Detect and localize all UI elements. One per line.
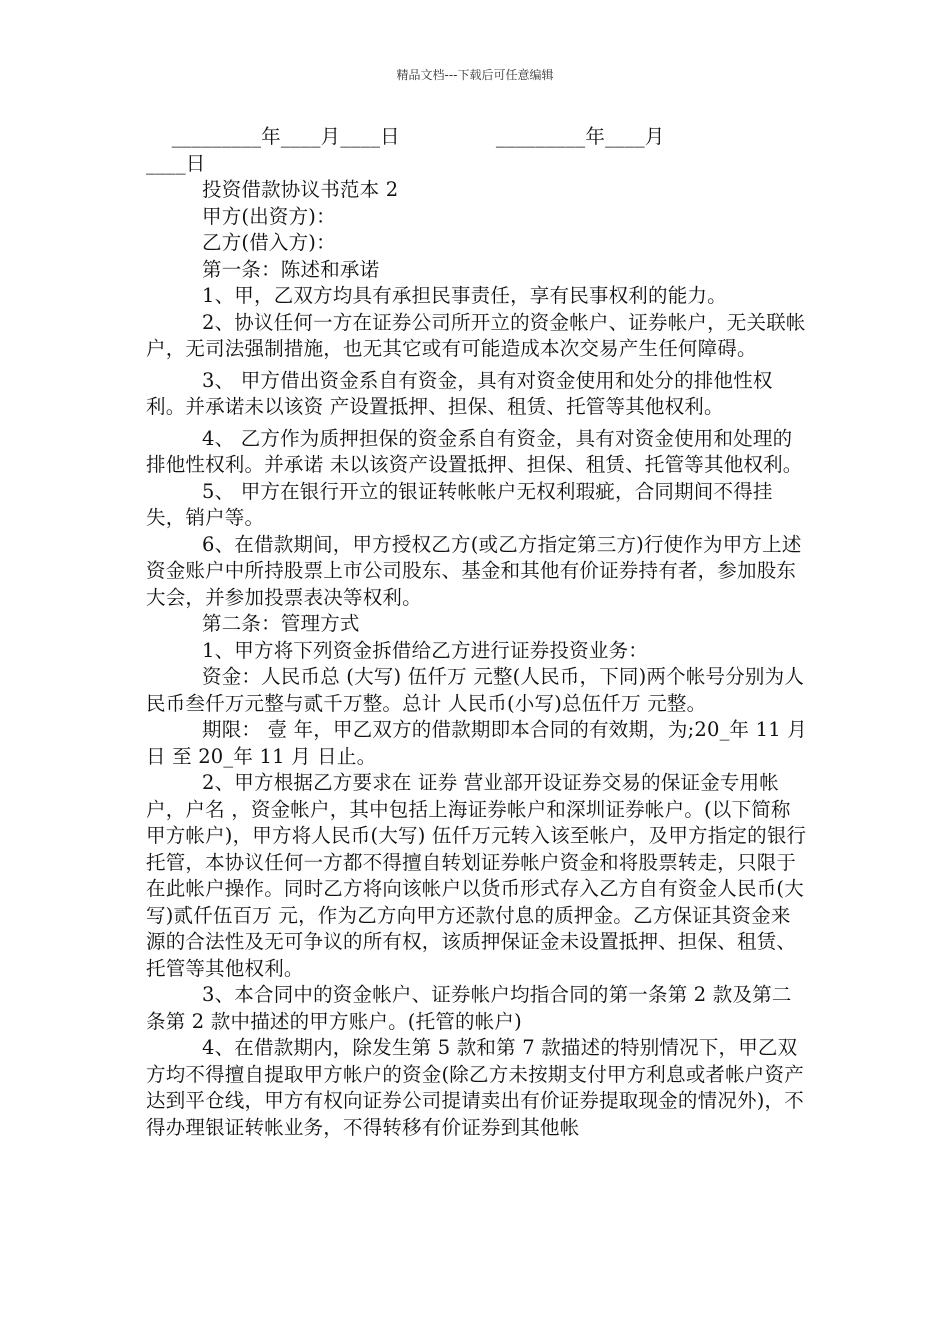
section-1-clause-5: 5、 甲方在银行开立的银证转帐帐户无权利瑕疵，合同期间不得挂失，销户等。 — [146, 479, 773, 529]
signature-date-line-continued: ____日 — [146, 151, 206, 175]
section-2-clause-4: 4、在借款期内，除发生第 5 款和第 7 款描述的特别情况下，甲乙双方均不得擅自提取甲方帐户的资金(除乙方未按期支付甲方利息或者帐户资产达到平仓线，甲方有权向证券公司提请卖出有价证券提取现金的情况外)，不得办理银证转帐业务，不得转移有价证券到其他帐 — [146, 1036, 804, 1139]
section-1-heading: 第一条：陈述和承诺 — [202, 257, 380, 281]
section-1-clause-3: 3、 甲方借出资金系自有资金，具有对资金使用和处分的排他性权利。并承诺未以该资 产设置抵押、担保、租赁、托管等其他权利。 — [146, 368, 773, 418]
section-1-clause-1: 1、甲，乙双方均具有承担民事责任，享有民事权利的能力。 — [202, 284, 727, 307]
section-1-clause-6: 6、在借款期间，甲方授权乙方(或乙方指定第三方)行使作为甲方上述资金账户中所持股票上市公司股东、基金和其他有价证券持有者，参加股东大会，并参加投票表决等权利。 — [146, 532, 802, 609]
section-2-term: 期限： 壹 年，甲乙双方的借款期即本合同的有效期，为;20_年 11 月 日 至 20_年 11 月 日止。 — [146, 718, 807, 768]
party-a-line: 甲方(出资方)： — [202, 204, 336, 228]
document-body — [146, 124, 808, 1141]
section-2-clause-3: 3、本合同中的资金帐户、证券帐户均指合同的第一条第 2 款及第二条第 2 款中描述的甲方账户。(托管的帐户) — [146, 983, 792, 1033]
section-2-funds: 资金：人民币总 (大写) 伍仟万 元整(人民币，下同)两个帐号分别为人民币叁仟万元整与贰千万整。总计 人民币(小写)总伍仟万 元整。 — [146, 665, 805, 715]
signature-date-line: _________年____月____日 _________年____月 — [146, 125, 665, 148]
section-1-clause-4: 4、 乙方作为质押担保的资金系自有资金，具有对资金使用和处理的排他性权利。并承诺 未以该资产设置抵押、担保、租赁、托管等其他权利。 — [146, 426, 803, 476]
section-1-clause-2: 2、协议任何一方在证券公司所开立的资金帐户、证券帐户，无关联帐户，无司法强制措施，也无其它或有可能造成本次交易产生任何障碍。 — [146, 310, 806, 360]
party-b-line: 乙方(借入方)： — [202, 231, 336, 254]
page-header: 精品文档---下载后可任意编辑 — [396, 68, 554, 82]
section-2-clause-2: 2、甲方根据乙方要求在 证券 营业部开设证券交易的保证金专用帐户，户名 ，资金帐户，其中包括上海证券帐户和深圳证券帐户。(以下简称甲方帐户)，甲方将人民币(大写) 伍仟万元转入该至帐户，及甲方指定的银行托管，本协议任何一方都不得擅自转划证券帐户资金和将股票转走，只限于在此帐户操作。同时乙方将向该帐户以货币形式存入乙方自有资金人民币(大写)贰仟伍百万 元，作为乙方向甲方还款付息的质押金。乙方保证其资金来源的合法性及无可争议的所有权，该质押保证金未设置抵押、担保、租赁、托管等其他权利。 — [146, 771, 807, 980]
section-2-heading: 第二条：管理方式 — [202, 612, 360, 635]
section-2-clause-1: 1、甲方将下列资金拆借给乙方进行证券投资业务： — [202, 638, 649, 662]
document-title: 投资借款协议书范本 2 — [202, 178, 399, 201]
